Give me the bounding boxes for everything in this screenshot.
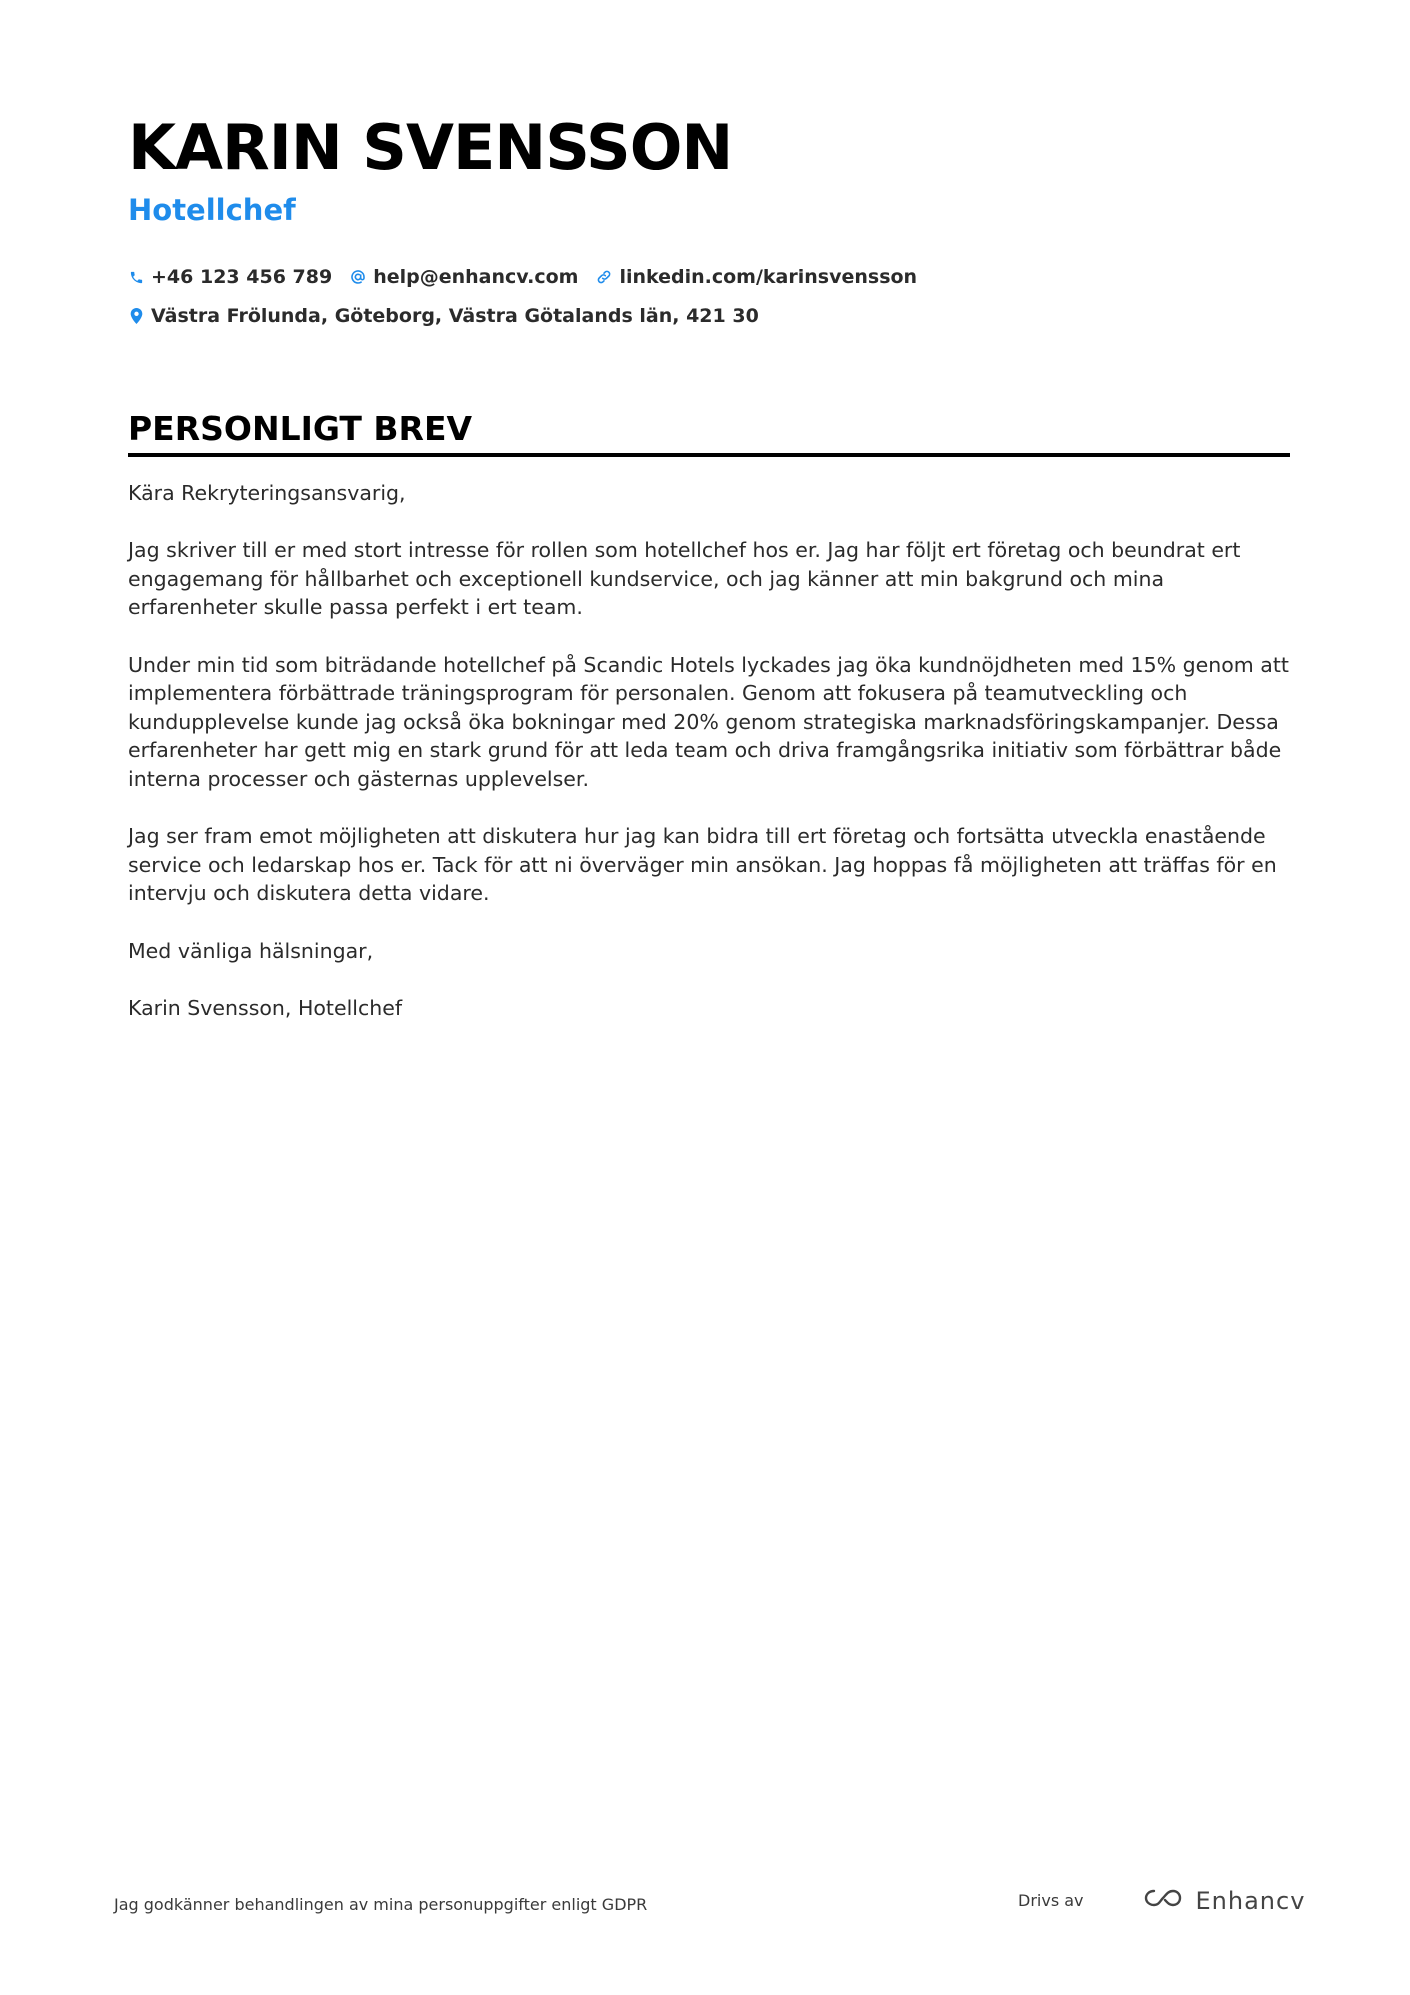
- enhancv-brand-link[interactable]: [1140, 1885, 1306, 1916]
- cover-letter-page: [128, 110, 1290, 1051]
- letter-paragraph: Jag skriver till er med stort intresse för rollen som hotellchef hos er. Jag har följt ert företag och beundrat ert engagemang för hållbarhet och exceptionell kundservice, och jag känner att min bakgrund och mina erfarenheter skulle passa perfekt i ert team.: [128, 538, 1241, 620]
- link-icon: [596, 268, 612, 286]
- contact-row-primary: [128, 264, 1290, 290]
- contact-location: [128, 305, 759, 327]
- powered-by: [1018, 1885, 1305, 1916]
- powered-by-label: Drivs av: [1018, 1891, 1084, 1910]
- contact-linkedin[interactable]: [596, 266, 917, 288]
- letter-closing: Med vänliga hälsningar,: [128, 938, 374, 963]
- contact-phone[interactable]: [128, 266, 332, 288]
- applicant-name: KARIN SVENSSON: [128, 111, 733, 184]
- contact-phone-text: +46 123 456 789: [151, 266, 333, 288]
- contact-info: [128, 264, 1290, 329]
- contact-location-text: Västra Frölunda, Göteborg, Västra Götalands län, 421 30: [151, 305, 759, 327]
- letter-signature: Karin Svensson, Hotellchef: [128, 995, 403, 1020]
- enhancv-logo-icon: [1140, 1885, 1186, 1916]
- gdpr-consent-text: Jag godkänner behandlingen av mina personuppgifter enligt GDPR: [114, 1895, 648, 1914]
- job-title: Hotellchef: [128, 193, 296, 227]
- letter-paragraph: Under min tid som biträdande hotellchef på Scandic Hotels lyckades jag öka kundnöjdheten med 15% genom att implementera förbättrade träningsprogram för personalen. Genom att fokusera på teamutveckling och kundupplevelse kunde jag också öka bokningar med 20% genom strategiska marknadsföringskampanjer. Dessa erfarenheter har gett mig en stark grund för att leda team och driva framgångsrika initiativ som förbättrar både interna processer och gästernas upplevelser.: [128, 652, 1289, 791]
- letter-greeting: Kära Rekryteringsansvarig,: [128, 481, 406, 505]
- letter-paragraph: Jag ser fram emot möjligheten att diskutera hur jag kan bidra till ert företag och fortsätta utveckla enastående service och ledarskap hos er. Tack för att ni överväger min ansökan. Jag hoppas få möjligheten att träffas för en intervju och diskutera detta vidare.: [128, 824, 1277, 906]
- contact-email-text: help@enhancv.com: [373, 266, 579, 288]
- section-title: PERSONLIGT BREV: [128, 409, 1290, 457]
- brand-name: Enhancv: [1195, 1886, 1306, 1915]
- location-pin-icon: [128, 307, 144, 325]
- contact-email[interactable]: [350, 266, 578, 288]
- letter-body: [128, 479, 1290, 1022]
- phone-icon: [128, 268, 144, 286]
- contact-row-location: [128, 303, 1290, 329]
- contact-linkedin-text: linkedin.com/karinsvensson: [619, 266, 918, 288]
- at-icon: [350, 268, 366, 286]
